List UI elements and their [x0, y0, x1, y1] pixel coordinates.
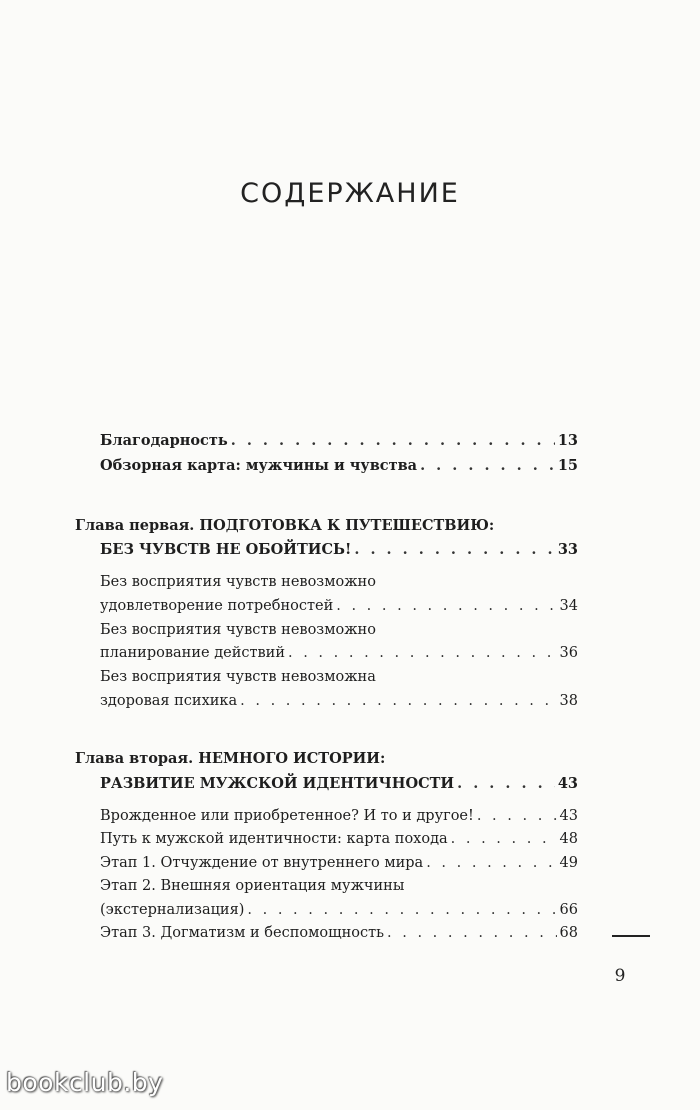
dot-leader [451, 829, 557, 849]
toc-entry-text: Этап 1. Отчуждение от внутреннего мира [100, 855, 424, 871]
toc-page-number: 15 [557, 457, 578, 474]
dot-leader [240, 691, 556, 711]
toc-section-entry[interactable] [100, 691, 578, 711]
page-title: СОДЕРЖАНИЕ [240, 178, 460, 210]
toc-section-entry[interactable] [100, 923, 578, 943]
toc-entry-text: Обзорная карта: мужчины и чувства [100, 457, 418, 474]
dot-leader [457, 774, 555, 794]
toc-page-number: 66 [559, 902, 578, 918]
toc-section-line[interactable]: Без восприятия чувств невозможно [100, 622, 376, 638]
dot-leader [426, 853, 556, 873]
toc-section-line[interactable]: Этап 2. Внешняя ориентация мужчины [100, 878, 405, 894]
chapter-2-subheading[interactable] [100, 774, 578, 794]
dot-leader [288, 643, 557, 663]
dot-leader [231, 431, 555, 451]
toc-page-number: 43 [559, 808, 578, 824]
toc-entry-text: планирование действий [100, 645, 285, 661]
toc-page-number: 49 [559, 855, 578, 871]
chapter-1-subheading[interactable] [100, 540, 578, 560]
dot-leader [336, 596, 556, 616]
toc-section-line[interactable]: Без восприятия чувств невозможно [100, 574, 376, 590]
toc-page-number: 48 [559, 831, 578, 847]
toc-entry-text: удовлетворение потребностей [100, 598, 334, 614]
page-number-rule [612, 935, 650, 937]
toc-entry-text: Врожденное или приобретенное? И то и другое! [100, 808, 474, 824]
chapter-2-heading[interactable]: Глава вторая. НЕМНОГО ИСТОРИИ: [75, 750, 386, 767]
toc-page-number: 68 [559, 925, 578, 941]
toc-entry-overview-map[interactable] [100, 456, 578, 476]
toc-section-entry[interactable] [100, 806, 578, 826]
toc-entry-text: Путь к мужской идентичности: карта похода [100, 831, 448, 847]
toc-page-number: 13 [557, 432, 578, 449]
toc-entry-text: Благодарность [100, 432, 228, 449]
toc-entry-text: РАЗВИТИЕ МУЖСКОЙ ИДЕНТИЧНОСТИ [100, 775, 455, 792]
dot-leader [387, 923, 557, 943]
toc-entry-text: (экстернализация) [100, 902, 245, 918]
watermark-logo: bookclub.by [6, 1068, 164, 1097]
dot-leader [477, 806, 557, 826]
toc-section-entry[interactable] [100, 853, 578, 873]
toc-page-number: 36 [559, 645, 578, 661]
page-number: 9 [614, 966, 626, 986]
dot-leader [420, 456, 555, 476]
toc-page-number: 43 [557, 775, 578, 792]
chapter-1-heading[interactable]: Глава первая. ПОДГОТОВКА К ПУТЕШЕСТВИЮ: [75, 517, 495, 534]
toc-section-line[interactable]: Без восприятия чувств невозможна [100, 669, 376, 685]
toc-section-entry[interactable] [100, 596, 578, 616]
toc-page-number: 34 [559, 598, 578, 614]
toc-section-entry[interactable] [100, 643, 578, 663]
toc-entry-text: здоровая психика [100, 693, 238, 709]
toc-section-entry[interactable] [100, 829, 578, 849]
dot-leader [354, 540, 554, 560]
toc-page-number: 38 [559, 693, 578, 709]
toc-entry-text: БЕЗ ЧУВСТВ НЕ ОБОЙТИСЬ! [100, 541, 352, 558]
toc-entry-text: Этап 3. Догматизм и беспомощность [100, 925, 385, 941]
toc-page-number: 33 [557, 541, 578, 558]
dot-leader [247, 900, 556, 920]
toc-entry-acknowledgements[interactable] [100, 431, 578, 451]
toc-section-entry[interactable] [100, 900, 578, 920]
